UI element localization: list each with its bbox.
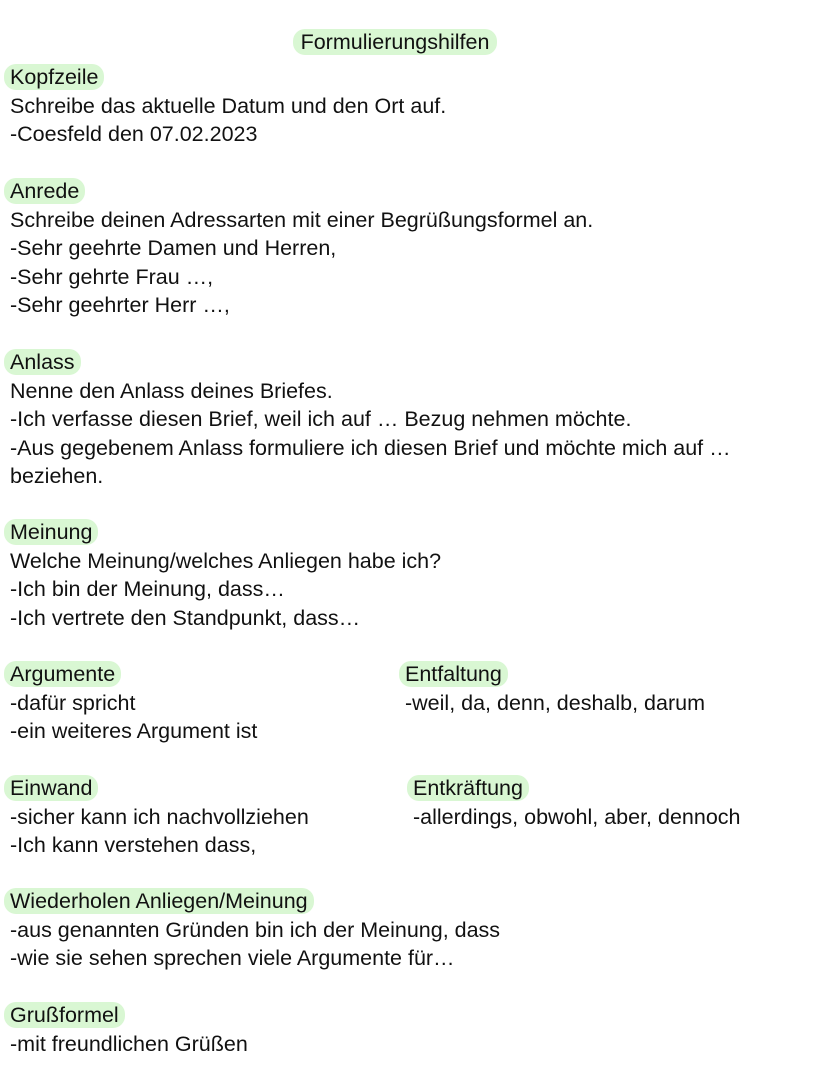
text-line: -Ich bin der Meinung, dass… [10,577,285,601]
page-title-container [0,28,790,57]
text-line: -Aus gegebenem Anlass formuliere ich diesen Brief und möchte mich auf … beziehen. [10,435,731,488]
text-line: -allerdings, obwohl, aber, dennoch [413,804,741,829]
text-line: -Ich verfasse diesen Brief, weil ich auf … Bezug nehmen möchte. [10,407,632,431]
page-title: Formulierungshilfen [293,29,498,55]
text-line: -aus genannten Gründen bin ich der Meinung, dass [10,917,501,942]
section-kopfzeile [10,63,446,149]
section-heading-meinung: Meinung [4,519,98,545]
text-line: -Ich vertrete den Standpunkt, dass… [10,605,361,630]
text-line: Schreibe das aktuelle Datum und den Ort auf. [10,93,447,118]
section-heading-grussformel: Grußformel [4,1002,125,1028]
text-line: Welche Meinung/welches Anliegen habe ich? [10,548,442,573]
section-argumente [10,660,257,746]
section-einwand [10,774,309,860]
section-heading-argumente: Argumente [4,661,121,687]
text-line: -sicher kann ich nachvollziehen [10,804,309,829]
section-heading-kopfzeile: Kopfzeile [4,64,104,90]
section-heading-anrede: Anrede [4,178,85,204]
section-heading-anlass: Anlass [4,349,81,375]
text-line: -Sehr geehrte Damen und Herren, [10,236,337,260]
text-line: -Coesfeld den 07.02.2023 [10,122,258,146]
text-line: Schreibe deinen Adressarten mit einer Begrüßungsformel an. [10,207,594,232]
text-line: Nenne den Anlass deines Briefes. [10,378,333,403]
text-line: -dafür spricht [10,690,136,715]
section-heading-einwand: Einwand [4,775,98,801]
text-line: -Sehr geehrter Herr …, [10,293,230,317]
text-line: -weil, da, denn, deshalb, darum [405,690,705,715]
text-line: -Sehr gehrte Frau …, [10,264,214,289]
section-entfaltung [405,660,705,717]
section-entkraeftung [413,774,741,831]
text-line: -mit freundlichen Grüßen [10,1031,248,1056]
section-heading-entkraeftung: Entkräftung [407,775,529,801]
section-meinung [10,518,441,632]
section-heading-wiederholen: Wiederholen Anliegen/Meinung [4,888,314,914]
text-line: -Ich kann verstehen dass, [10,833,257,857]
section-wiederholen [10,887,500,973]
section-grussformel [10,1001,248,1058]
section-anrede [10,177,593,320]
text-line: -wie sie sehen sprechen viele Argumente für… [10,946,455,970]
section-anlass [10,348,800,491]
section-heading-entfaltung: Entfaltung [399,661,508,687]
text-line: -ein weiteres Argument ist [10,719,258,743]
